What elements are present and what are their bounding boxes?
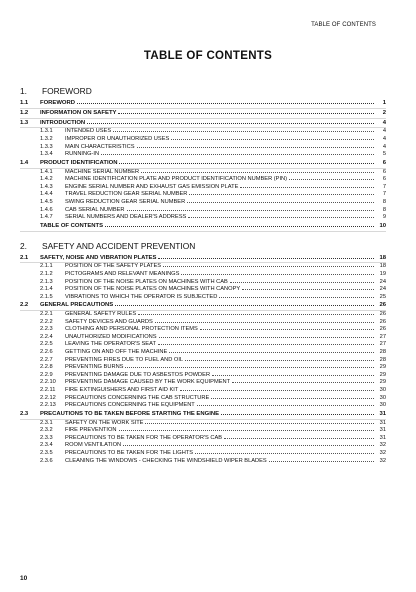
entry-number: 2.1.4 [40, 286, 53, 293]
dot-leader [115, 305, 374, 306]
dot-leader [211, 398, 374, 399]
dot-leader [105, 226, 374, 227]
entry-title: POSITION OF THE SAFETY PLATES [65, 263, 162, 270]
toc-entry-row[interactable] [20, 279, 386, 287]
entry-number: 2.1.1 [40, 263, 53, 270]
entry-title: MACHINE IDENTIFICATION PLATE AND PRODUCT IDENTIFICATION NUMBER (PIN) [65, 176, 288, 183]
dot-leader [101, 154, 374, 155]
toc-entry-row[interactable] [20, 334, 386, 342]
section-number: 2.3 [20, 410, 29, 417]
chapter-heading[interactable] [20, 240, 386, 252]
page-number: 5 [382, 151, 386, 158]
page-number: 4 [382, 119, 386, 126]
entry-number: 2.2.13 [40, 402, 56, 409]
toc-entry-row[interactable] [20, 271, 386, 279]
dot-leader [269, 461, 374, 462]
entry-title: PREVENTING DAMAGE CAUSED BY THE WORK EQUIPMENT [65, 379, 231, 386]
running-header: TABLE OF CONTENTS [311, 22, 376, 28]
page-number: 26 [379, 318, 386, 325]
entry-number: 2.3.3 [40, 434, 53, 441]
entry-title: ENGINE SERIAL NUMBER AND EXHAUST GAS EMISSION PLATE [65, 183, 239, 190]
section-number: 1.3 [20, 119, 29, 126]
entry-title: FIRE EXTINGUISHERS AND FIRST AID KIT [65, 387, 179, 394]
toc-entry-row[interactable] [20, 349, 386, 357]
entry-number: 2.2.7 [40, 356, 53, 363]
entry-number: 2.2.1 [40, 311, 53, 318]
toc-section-row[interactable] [20, 410, 386, 420]
entry-title: CAB SERIAL NUMBER [65, 206, 125, 213]
page-number: 31 [379, 427, 386, 434]
dot-leader [212, 375, 374, 376]
section-number: 2.1 [20, 254, 29, 261]
page-number: 6 [382, 176, 386, 183]
entry-title: PREVENTING DAMAGE DUE TO ASBESTOS POWDER [65, 371, 211, 378]
toc-entry-row[interactable] [20, 435, 386, 443]
chapter-number: 1. [20, 86, 27, 96]
entry-number: 1.3.1 [40, 128, 53, 135]
toc-entry-row[interactable] [20, 402, 386, 410]
toc-entry-row[interactable] [20, 420, 386, 428]
toc-entry-row[interactable] [20, 207, 386, 215]
page-number: 10 [379, 222, 386, 229]
entry-number: 1.3.3 [40, 143, 53, 150]
toc-section-row[interactable] [20, 99, 386, 109]
section-title: INFORMATION ON SAFETY [40, 109, 117, 116]
entry-number: 1.3.4 [40, 151, 53, 158]
entry-number: 2.1.3 [40, 278, 53, 285]
toc-section-row[interactable] [20, 109, 386, 119]
dot-leader [289, 179, 374, 180]
toc-entry-row[interactable] [20, 176, 386, 184]
dot-leader [138, 314, 374, 315]
toc-entry-row[interactable] [20, 294, 386, 302]
dot-leader [119, 430, 374, 431]
page-number: 6 [382, 168, 386, 175]
toc-entry-row[interactable] [20, 372, 386, 380]
dot-leader [169, 352, 374, 353]
toc-entry-row[interactable] [20, 427, 386, 435]
toc-entry-row[interactable] [20, 442, 386, 450]
entry-number: 2.3.2 [40, 427, 53, 434]
dot-leader [127, 210, 374, 211]
entry-number: 2.2.3 [40, 326, 53, 333]
entry-number: 1.4.1 [40, 168, 53, 175]
page-number: 25 [379, 293, 386, 300]
page-number: 28 [379, 356, 386, 363]
entry-title: UNAUTHORIZED MODIFICATIONS [65, 333, 157, 340]
toc-entry-row[interactable] [20, 341, 386, 349]
dot-leader [145, 423, 374, 424]
dot-leader [221, 414, 374, 415]
toc-entry-row[interactable] [20, 357, 386, 365]
entry-title: SWING REDUCTION GEAR SERIAL NUMBER [65, 198, 186, 205]
section-number: 1.2 [20, 109, 29, 116]
page-number: 30 [379, 402, 386, 409]
toc-section-row[interactable] [20, 159, 386, 169]
dot-leader [123, 445, 374, 446]
dot-leader [224, 438, 374, 439]
dot-leader [125, 367, 374, 368]
toc-entry-row[interactable] [20, 144, 386, 152]
toc-entry-row[interactable] [20, 286, 386, 294]
page-number: 1 [382, 100, 386, 106]
section-number: 2.2 [20, 302, 29, 309]
entry-title: GETTING ON AND OFF THE MACHINE [65, 349, 168, 356]
page-number: 26 [379, 302, 386, 309]
dot-leader [195, 453, 374, 454]
section-title: INTRODUCTION [40, 119, 86, 126]
page-number: 8 [382, 198, 386, 205]
entry-title: TRAVEL REDUCTION GEAR SERIAL NUMBER [65, 191, 188, 198]
entry-title: MAIN CHARACTERISTICS [65, 143, 135, 150]
dot-leader [242, 289, 374, 290]
toc-entry-row[interactable] [20, 395, 386, 403]
dot-leader [119, 163, 374, 164]
toc-entry-row[interactable] [20, 199, 386, 207]
entry-title: RUNNING-IN [65, 151, 100, 158]
section-title: PRECAUTIONS TO BE TAKEN BEFORE STARTING THE ENGINE [40, 410, 220, 417]
dot-leader [87, 123, 374, 124]
toc-entry-row[interactable] [20, 319, 386, 327]
page-number: 18 [379, 254, 386, 261]
entry-number: 2.3.4 [40, 442, 53, 449]
toc-section-row[interactable] [20, 254, 386, 264]
page-number: 24 [379, 278, 386, 285]
entry-title: VIBRATIONS TO WHICH THE OPERATOR IS SUBJECTED [65, 293, 218, 300]
page-folio: 10 [20, 575, 28, 582]
entry-title: PRECAUTIONS CONCERNING THE CAB STRUCTURE [65, 394, 210, 401]
entry-title: GENERAL SAFETY RULES [65, 311, 137, 318]
entry-number: 2.1.2 [40, 270, 53, 277]
chapter-number: 2. [20, 240, 27, 251]
entry-number: 2.2.12 [40, 394, 56, 401]
section-title: PRODUCT IDENTIFICATION [40, 159, 118, 166]
toc-entry-row[interactable] [20, 263, 386, 271]
entry-number: 2.2.6 [40, 349, 53, 356]
dot-leader [232, 382, 374, 383]
toc-entry-row[interactable] [20, 191, 386, 199]
dot-leader [197, 405, 374, 406]
entry-title: ROOM VENTILATION [65, 442, 122, 449]
entry-title: PRECAUTIONS TO BE TAKEN FOR THE LIGHTS [65, 449, 194, 456]
page-number: 4 [382, 143, 386, 150]
chapter-title: FOREWORD [42, 86, 92, 96]
section-title: GENERAL PRECAUTIONS [40, 302, 114, 309]
dot-leader [158, 344, 374, 345]
entry-title: PRECAUTIONS TO BE TAKEN FOR THE OPERATOR'S CAB [65, 434, 223, 441]
toc-entry-row[interactable] [20, 136, 386, 144]
page-number: 27 [379, 333, 386, 340]
dot-leader [180, 390, 374, 391]
toc-entry-row[interactable] [20, 214, 386, 222]
page-number: 9 [382, 214, 386, 221]
entry-title: POSITION OF THE NOISE PLATES ON MACHINES WITH CANOPY [65, 286, 241, 293]
page-number: 29 [379, 371, 386, 378]
toc-section-row[interactable] [20, 222, 386, 232]
page-number: 30 [379, 387, 386, 394]
page-number: 31 [379, 434, 386, 441]
entry-number: 2.3.6 [40, 457, 53, 464]
section-title: SAFETY, NOISE AND VIBRATION PLATES [40, 254, 157, 261]
entry-number: 1.4.6 [40, 206, 53, 213]
entry-title: CLOTHING AND PERSONAL PROTECTION ITEMS [65, 326, 198, 333]
page-number: 7 [382, 183, 386, 190]
page-number: 31 [379, 419, 386, 426]
page-number: 6 [382, 159, 386, 166]
page-number: 26 [379, 326, 386, 333]
page-number: 32 [379, 457, 386, 464]
entry-title: POSITION OF THE NOISE PLATES ON MACHINES WITH CAB [65, 278, 228, 285]
entry-title: PREVENTING BURNS [65, 364, 124, 371]
toc-entry-row[interactable] [20, 387, 386, 395]
page-number: 26 [379, 311, 386, 318]
chapter-heading[interactable] [20, 85, 386, 97]
dot-leader [189, 194, 374, 195]
entry-number: 2.2.8 [40, 364, 53, 371]
section-number: 1.1 [20, 100, 29, 106]
toc-entry-row[interactable] [20, 326, 386, 334]
page-number: 19 [379, 270, 386, 277]
dot-leader [188, 217, 374, 218]
entry-title: SAFETY DEVICES AND GUARDS [65, 318, 153, 325]
page-number: 18 [379, 263, 386, 270]
page-number: 29 [379, 379, 386, 386]
toc-entry-row[interactable] [20, 128, 386, 136]
page-number: 2 [382, 109, 386, 116]
dot-leader [118, 113, 374, 114]
entry-number: 2.1.5 [40, 293, 53, 300]
page-number: 31 [379, 410, 386, 417]
entry-number: 1.4.2 [40, 176, 53, 183]
dot-leader [181, 274, 374, 275]
entry-number: 1.4.5 [40, 198, 53, 205]
toc-entry-row[interactable] [20, 151, 386, 159]
toc-entry-row[interactable] [20, 169, 386, 177]
entry-number: 1.3.2 [40, 135, 53, 142]
entry-number: 2.2.10 [40, 379, 56, 386]
page-number: 4 [382, 128, 386, 135]
dot-leader [171, 139, 374, 140]
entry-title: SAFETY ON THE WORK SITE [65, 419, 144, 426]
entry-number: 1.4.3 [40, 183, 53, 190]
page-number: 27 [379, 341, 386, 348]
page-number: 8 [382, 206, 386, 213]
entry-title: PREVENTING FIRES DUE TO FUEL AND OIL [65, 356, 184, 363]
section-number: 1.4 [20, 159, 29, 166]
toc [20, 81, 386, 465]
entry-number: 2.3.5 [40, 449, 53, 456]
toc-entry-row[interactable] [20, 184, 386, 192]
toc-entry-row[interactable] [20, 379, 386, 387]
toc-section-row[interactable] [20, 119, 386, 129]
dot-leader [219, 297, 374, 298]
entry-number: 2.3.1 [40, 419, 53, 426]
entry-number: 2.2.9 [40, 371, 53, 378]
entry-number: 2.2.2 [40, 318, 53, 325]
dot-leader [200, 329, 374, 330]
dot-leader [163, 266, 374, 267]
dot-leader [158, 258, 374, 259]
toc-entry-row[interactable] [20, 364, 386, 372]
dot-leader [141, 172, 374, 173]
entry-title: FIRE PREVENTION [65, 427, 117, 434]
entry-title: PICTOGRAMS AND RELEVANT MEANINGS [65, 270, 180, 277]
page-number: 7 [382, 191, 386, 198]
entry-number: 2.2.5 [40, 341, 53, 348]
entry-title: IMPROPER OR UNAUTHORIZED USES [65, 135, 170, 142]
dot-leader [77, 103, 374, 104]
section-title: FOREWORD [40, 100, 76, 106]
entry-title: SERIAL NUMBERS AND DEALER'S ADDRESS [65, 214, 187, 221]
page-title: TABLE OF CONTENTS [143, 50, 273, 62]
dot-leader [185, 360, 374, 361]
page-number: 24 [379, 286, 386, 293]
dot-leader [137, 147, 374, 148]
section-title: TABLE OF CONTENTS [40, 222, 104, 229]
dot-leader [230, 282, 374, 283]
entry-title: CLEANING THE WINDOWS - CHECKING THE WINDSHIELD WIPER BLADES [65, 457, 267, 464]
dot-leader [187, 202, 374, 203]
chapter-title: SAFETY AND ACCIDENT PREVENTION [42, 240, 196, 251]
dot-leader [240, 187, 374, 188]
page-number: 32 [379, 442, 386, 449]
entry-number: 2.2.4 [40, 333, 53, 340]
dot-leader [155, 322, 374, 323]
entry-title: LEAVING THE OPERATOR'S SEAT [65, 341, 156, 348]
page-number: 29 [379, 364, 386, 371]
page-number: 30 [379, 394, 386, 401]
entry-title: PRECAUTIONS CONCERNING THE EQUIPMENT [65, 402, 195, 409]
toc-entry-row[interactable] [20, 458, 386, 466]
entry-number: 1.4.7 [40, 214, 53, 221]
entry-number: 1.4.4 [40, 191, 53, 198]
entry-title: INTENDED USES [65, 128, 112, 135]
page-number: 4 [382, 135, 386, 142]
dot-leader [113, 131, 374, 132]
page-number: 32 [379, 449, 386, 456]
toc-entry-row[interactable] [20, 311, 386, 319]
dot-leader [159, 337, 374, 338]
toc-section-row[interactable] [20, 301, 386, 311]
toc-entry-row[interactable] [20, 450, 386, 458]
page-number: 28 [379, 349, 386, 356]
entry-title: MACHINE SERIAL NUMBER [65, 168, 140, 175]
entry-number: 2.2.11 [40, 387, 56, 394]
